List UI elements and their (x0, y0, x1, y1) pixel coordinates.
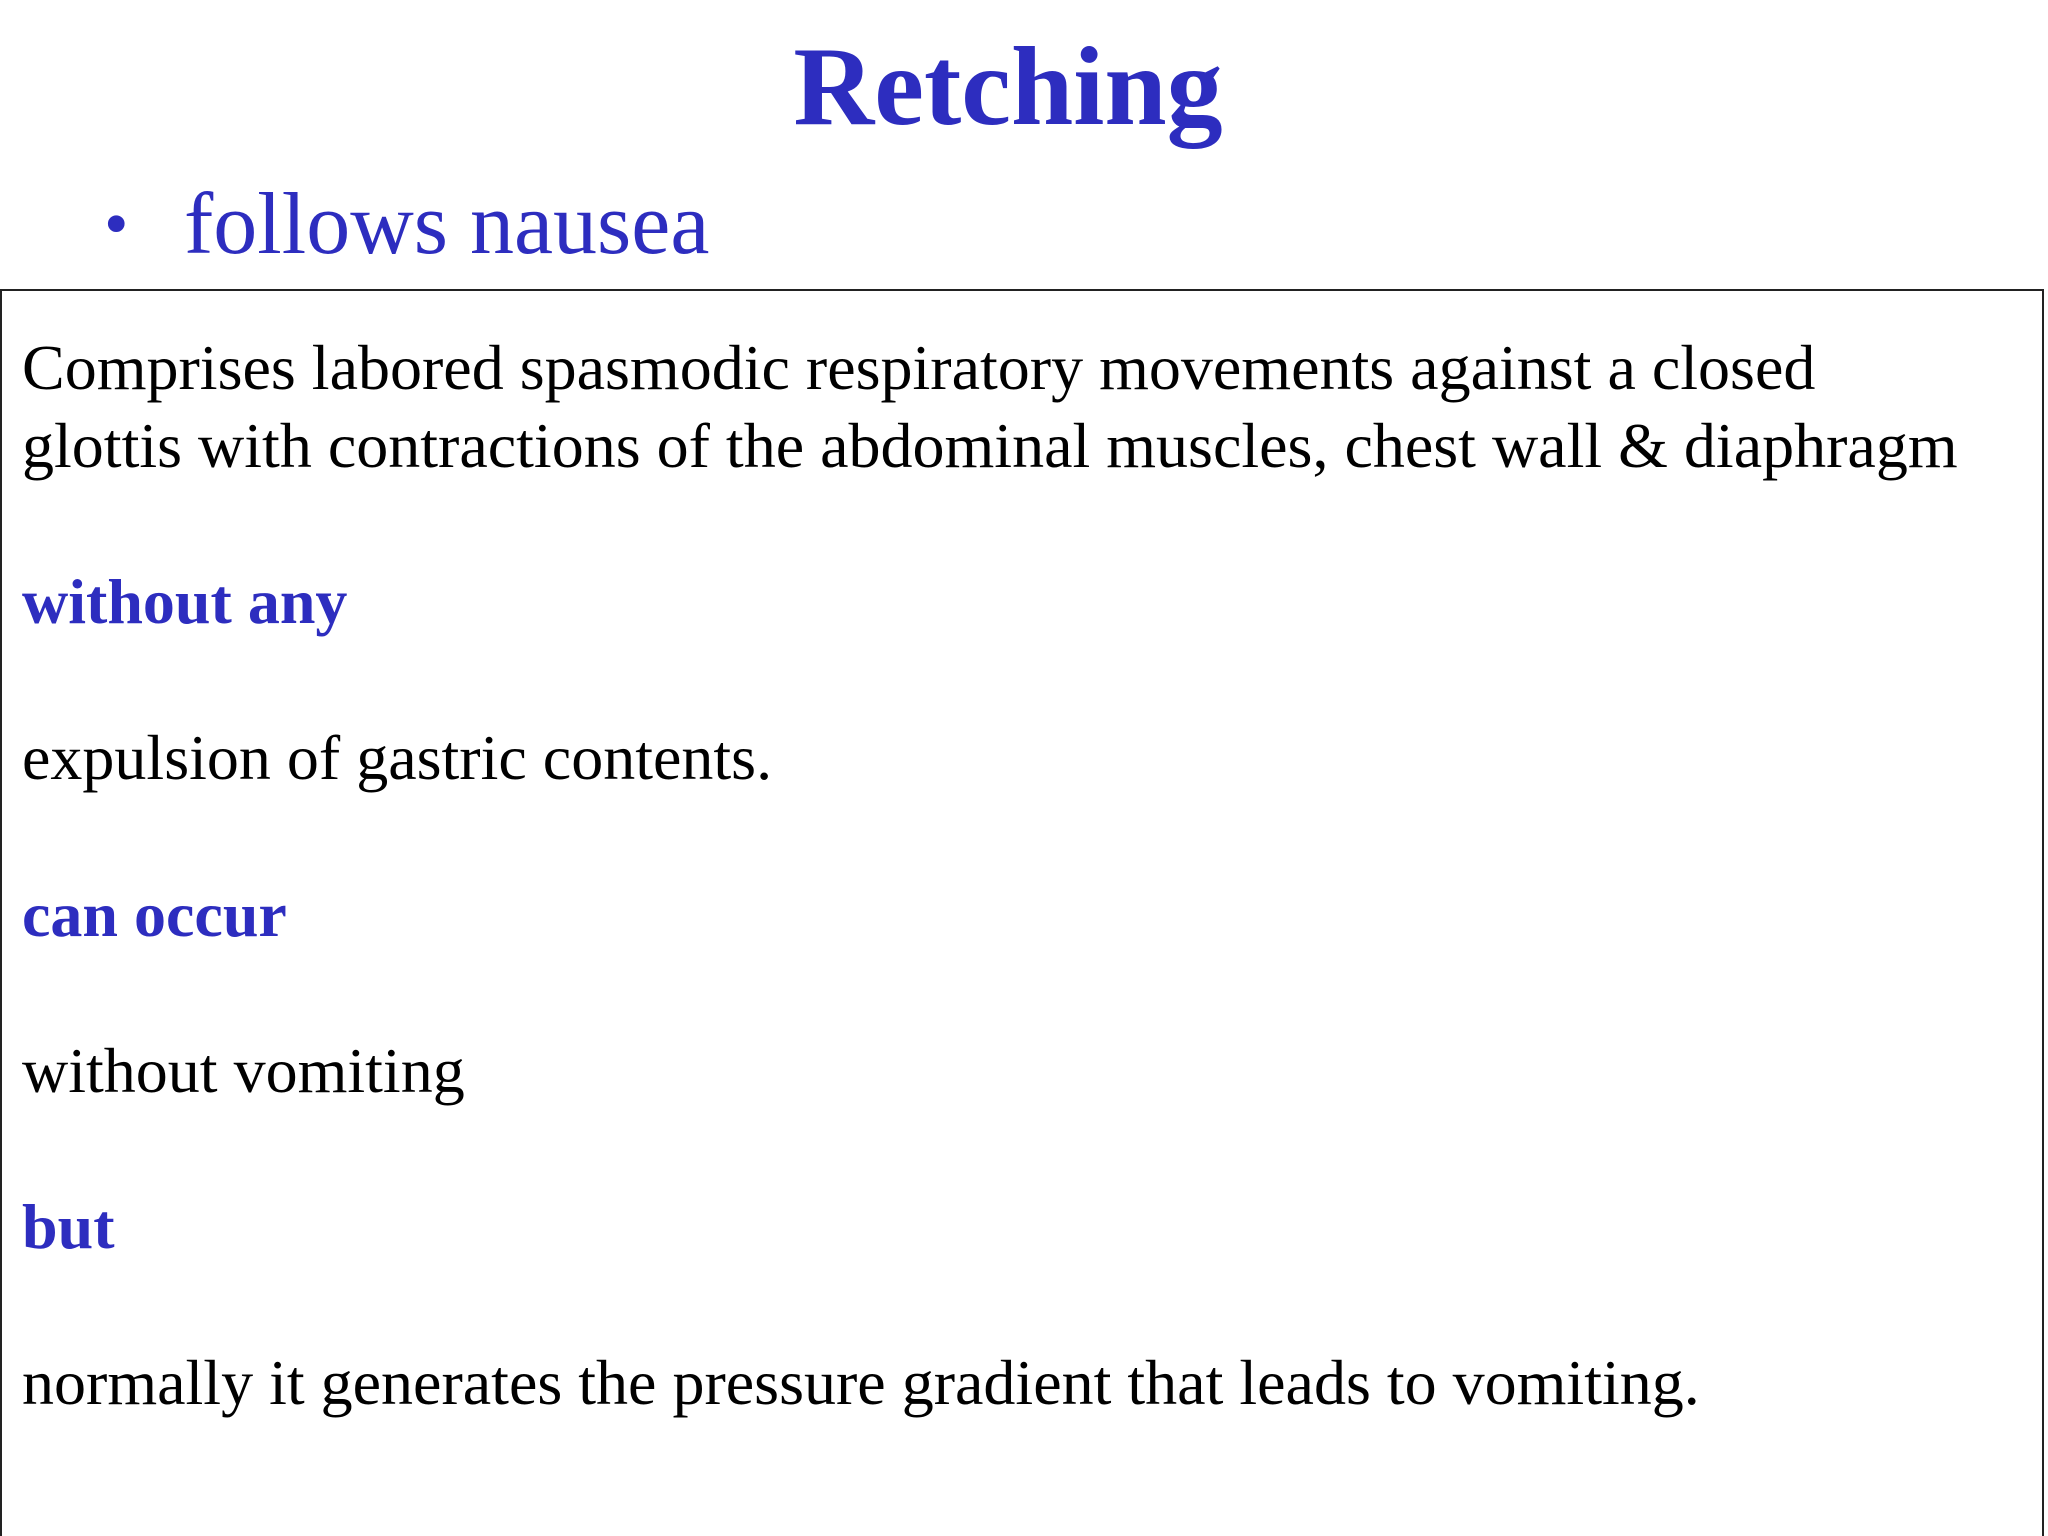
definition-box (0, 289, 2044, 1536)
text-without-vomiting: without vomiting (22, 1035, 465, 1106)
emphasis-without-any: without any (22, 566, 348, 637)
emphasis-can-occur: can occur (22, 879, 287, 950)
text-expulsion: expulsion of gastric contents. (22, 722, 773, 793)
bullet-item (104, 165, 709, 285)
definition-line-1: Comprises labored spasmodic respiratory movements against a closed (22, 332, 1816, 403)
bullet-text: follows nausea (184, 176, 710, 273)
definition-line-2: glottis with contractions of the abdominal muscles, chest wall & diaphragm (22, 410, 1958, 481)
slide-title: Retching (793, 25, 1223, 149)
bullet-marker: • (104, 186, 129, 263)
text-pressure-gradient: normally it generates the pressure gradient that leads to vomiting. (22, 1347, 1700, 1418)
emphasis-but: but (22, 1191, 115, 1262)
